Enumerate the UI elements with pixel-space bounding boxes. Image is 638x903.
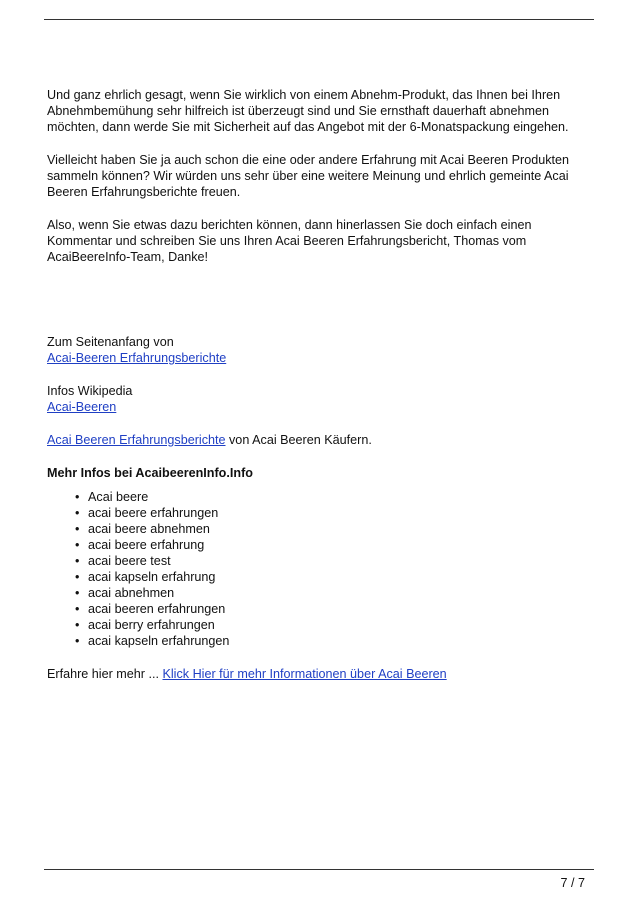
document-body (47, 87, 595, 682)
wiki-block (47, 383, 595, 415)
more-info-heading: Mehr Infos bei AcaibeerenInfo.Info (47, 466, 253, 480)
page-number: 7 / 7 (560, 876, 585, 890)
reports-suffix: von Acai Beeren Käufern. (225, 433, 372, 447)
wiki-label: Infos Wikipedia (47, 384, 133, 398)
paragraph-offer: Und ganz ehrlich gesagt, wenn Sie wirklich von einem Abnehm-Produkt, das Ihnen bei Ihren Abnehmbemühung sehr hilfreich ist überzeugt sind und Sie ernsthaft dauerhaft abnehmen möchten, dann werde Sie mit Sicherheit auf das Angebot mit der 6-Monatspackung eingehen. (47, 88, 569, 134)
list-item: • acai kapseln erfahrung (75, 569, 595, 585)
top-link-block (47, 334, 595, 366)
wiki-link[interactable]: Acai-Beeren (47, 400, 117, 414)
list-item: • acai beere erfahrung (75, 537, 595, 553)
keyword-list (47, 489, 595, 649)
footer-rule (44, 869, 594, 870)
paragraph-experience: Vielleicht haben Sie ja auch schon die eine oder andere Erfahrung mit Acai Beeren Produkten sammeln können? Wir würden uns sehr über eine weitere Meinung und ehrlich gemeinte Acai Beeren Erfahrungsberichte freuen. (47, 153, 570, 199)
list-item: • acai abnehmen (75, 585, 595, 601)
top-link[interactable]: Acai-Beeren Erfahrungsberichte (47, 351, 227, 365)
list-item: • acai beere abnehmen (75, 521, 595, 537)
list-item: • acai beere erfahrungen (75, 505, 595, 521)
reports-line (47, 432, 595, 448)
cta-prefix: Erfahre hier mehr ... (47, 667, 163, 681)
cta-link[interactable]: Klick Hier für mehr Informationen über Acai Beeren (162, 667, 447, 681)
paragraph-comment: Also, wenn Sie etwas dazu berichten können, dann hinerlassen Sie doch einfach einen Kommentar und schreiben Sie uns Ihren Acai Beeren Erfahrungsbericht, Thomas vom AcaiBeereInfo-Team, Danke! (47, 218, 532, 264)
list-item: • acai berry erfahrungen (75, 617, 595, 633)
top-link-label: Zum Seitenanfang von (47, 335, 174, 349)
list-item: • acai beeren erfahrungen (75, 601, 595, 617)
list-item: • acai beere test (75, 553, 595, 569)
list-item: • acai kapseln erfahrungen (75, 633, 595, 649)
cta-line (47, 666, 595, 682)
reports-link[interactable]: Acai Beeren Erfahrungsberichte (47, 433, 226, 447)
header-rule (44, 19, 594, 20)
list-item: • Acai beere (75, 489, 595, 505)
